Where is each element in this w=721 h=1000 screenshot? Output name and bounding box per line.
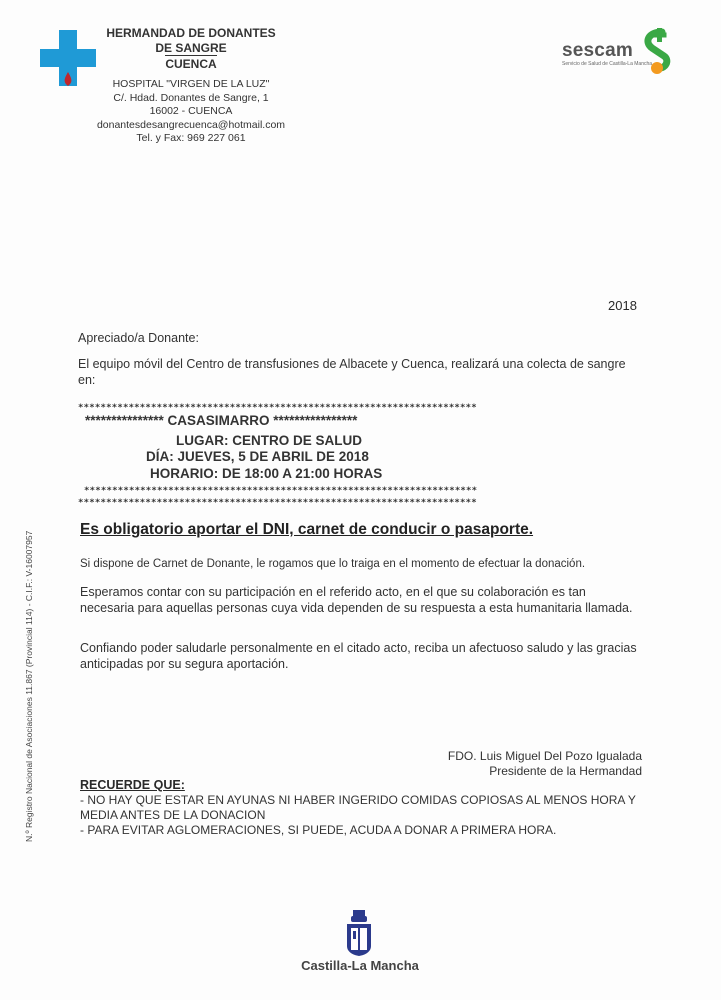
signature-name: FDO. Luis Miguel Del Pozo Igualada: [447, 749, 642, 763]
stars-divider-top: ***********************************************************************: [78, 403, 477, 413]
donor-card-note: Si dispone de Carnet de Donante, le rogamos que lo traiga en el momento de efectuar la donación.: [80, 558, 586, 570]
org-name-line2: DE SANGRE: [155, 40, 227, 55]
participation-paragraph: Esperamos contar con su participación en el referido acto, en el que su colaboración es tan necesaria para aquellas personas cuya vida dependen de su respuesta a esta humanitaria llamada.: [80, 585, 633, 615]
event-location: *************** CASASIMARRO ****************: [85, 413, 358, 428]
phone: Tel. y Fax: 969 227 061: [136, 132, 246, 144]
event-date: DÍA: JUEVES, 5 DE ABRIL DE 2018: [146, 449, 369, 464]
signature-role: Presidente de la Hermandad: [489, 764, 642, 778]
stars-divider-bottom-1: **********************************************************************: [84, 486, 478, 496]
email: donantesdesangrecuenca@hotmail.com: [96, 118, 286, 131]
org-contact: [86, 78, 296, 146]
castilla-la-mancha-logo-text: Castilla-La Mancha: [301, 958, 419, 973]
hospital-name: HOSPITAL "VIRGEN DE LA LUZ": [112, 78, 270, 90]
reminder-item-early: - PARA EVITAR AGLOMERACIONES, SI PUEDE, ACUDA A DONAR A PRIMERA HORA.: [80, 823, 557, 837]
address: C/. Hdad. Donantes de Sangre, 1: [113, 91, 269, 104]
letter-year: 2018: [608, 298, 637, 313]
reminder-title: RECUERDE QUE:: [80, 778, 185, 792]
postal-code: 16002 - CUENCA: [149, 105, 233, 117]
org-name: [96, 26, 286, 72]
sescam-name: sescam: [562, 40, 633, 61]
stars-divider-bottom-2: ***********************************************************************: [78, 498, 477, 508]
closing-paragraph: Confiando poder saludarle personalmente en el citado acto, reciba un afectuoso saludo y las gracias anticipadas por su segura aportación.: [80, 641, 637, 671]
org-city: CUENCA: [165, 57, 217, 71]
registry-side-text: N.º Registro Nacional de Asociaciones 11.867 (Provincial 114) - C.I.F.: V-16007957: [24, 530, 34, 842]
org-name-line1: HERMANDAD DE DONANTES: [106, 26, 276, 40]
intro-paragraph: El equipo móvil del Centro de transfusiones de Albacete y Cuenca, realizará una colecta de sangre en:: [78, 357, 626, 387]
greeting: Apreciado/a Donante:: [78, 331, 199, 345]
sescam-subtitle: Servicio de Salud de Castilla-La Mancha: [562, 61, 653, 67]
event-time: HORARIO: DE 18:00 A 21:00 HORAS: [150, 466, 383, 481]
castilla-la-mancha-shield-icon: [343, 910, 375, 956]
event-venue: LUGAR: CENTRO DE SALUD: [176, 433, 362, 448]
id-requirement: Es obligatorio aportar el DNI, carnet de conducir o pasaporte.: [80, 521, 534, 538]
reminder-item-fasting: - NO HAY QUE ESTAR EN AYUNAS NI HABER INGERIDO COMIDAS COPIOSAS AL MENOS HORA Y MEDIA ANTES DE LA DONACION: [80, 793, 636, 822]
